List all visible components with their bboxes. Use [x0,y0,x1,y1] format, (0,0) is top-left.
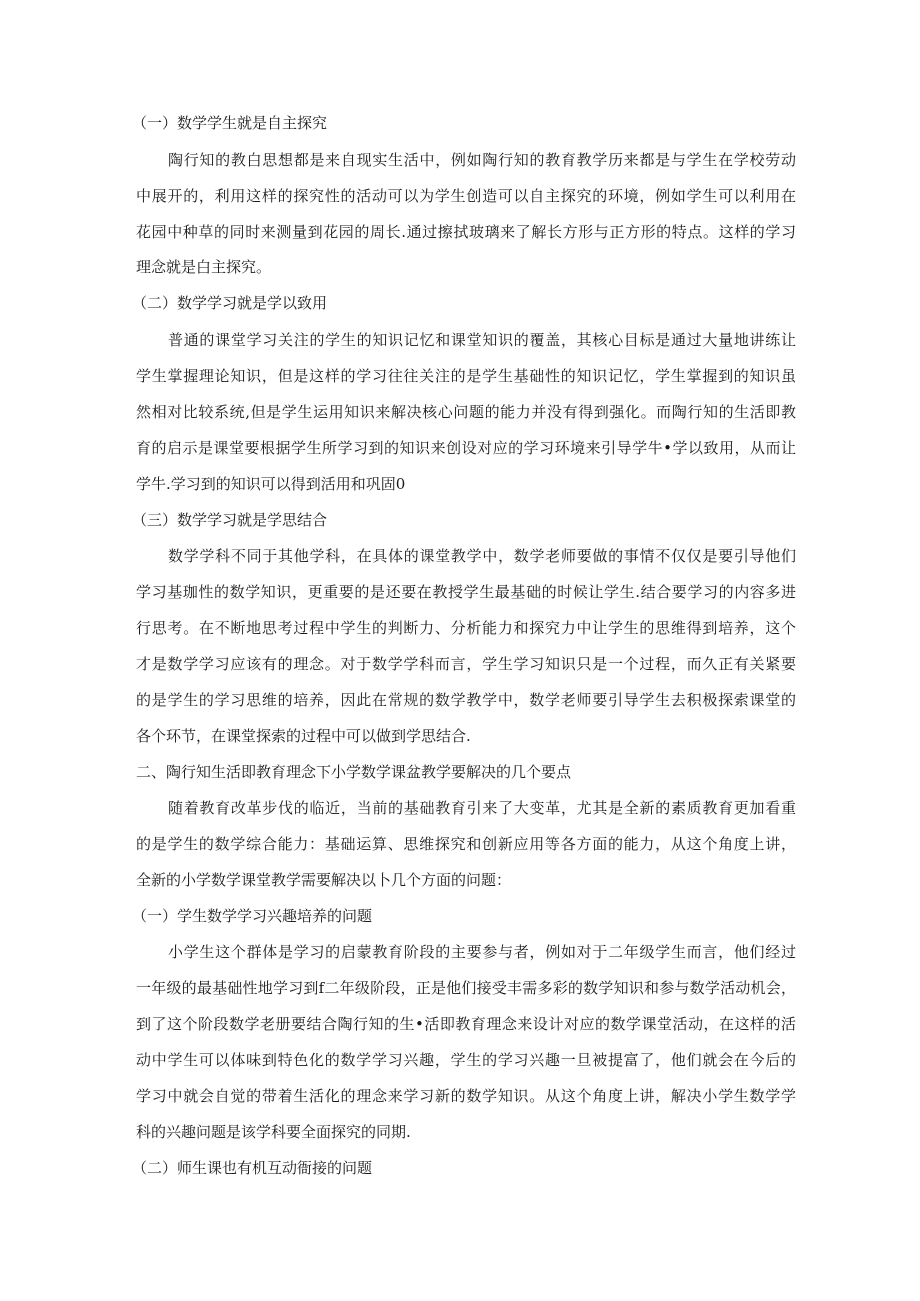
paragraph-line: 学习基珈性的数学知识，更重要的是还要在教授学生最基础的时候让学生.结合要学习的内容多进 [136,583,796,601]
part-heading-2: 二、陶行知生活即教育理念下小学数学课盆教学要解决的几个要点 [136,763,572,781]
paragraph-line: 中展开的，利用这样的探究性的活动可以为学生创造可以自主探究的环境，例如学生可以利用在 [136,187,796,205]
paragraph-line: 到了这个阶段数学老册要结合陶行知的生•活即教育理念来设计对应的数学课堂活动，在这样的活 [136,1015,796,1033]
paragraph-line: 数学学科不同于其他学科，在具体的课堂教学中，数学老师要做的事情不仅仅是要引导他们 [168,547,796,565]
paragraph-line: 全新的小学数学课堂教学需要解决以卜几个方面的问题： [136,871,512,889]
paragraph-line: 花园中种草的同时来测量到花园的周长.通过擦拭玻璃来了解长方形与正方形的特点。这样的学习 [136,223,796,241]
paragraph-line: 动中学生可以体味到特色化的数学学习兴趣，学生的学习兴趣一旦被提富了，他们就会在今后的 [136,1051,796,1069]
section-heading-2: （二）数学学习就是学以致用 [132,294,328,312]
paragraph-line: 小学生这个群体是学习的启蒙教育阶段的主要参与者，例如对于二年级学生而言，他们经过 [168,943,796,961]
paragraph-line: 陶行知的教白思想都是来自现实生活中，例如陶行知的教育教学历来都是与学生在学校劳动 [168,151,796,169]
paragraph-line: 的是学生的学习思维的培养，因此在常规的数学教学中，数学老师要引导学生去积极探索课堂的 [136,691,796,709]
section-heading-3: （三）数学学习就是学思结合 [132,511,328,529]
paragraph-line: 普通的课堂学习关注的学生的知识记忆和课堂知识的覆盖，其核心目标是通过大量地讲练让 [168,331,796,349]
paragraph-line: 科的兴趣问题是该学科要全面探究的同期. [136,1123,411,1141]
paragraph-line: 各个环节，在课堂探索的过程中可以做到学思结合. [136,727,471,745]
paragraph-line: 学习中就会自觉的带着生活化的理念来学习新的数学知识。从这个角度上讲，解决小学生数学学 [136,1087,796,1105]
section-heading-1: （一）数学学生就是自主探究 [132,114,328,132]
section-heading-5: （二）师生课也有机互动衙接的问题 [132,1159,373,1177]
paragraph-line: 学生掌握理论知识，但是这样的学习往往关注的是学生基础性的知识记忆，学生掌握到的知识虽 [136,367,796,385]
paragraph-line: 理念就是白主探究。 [136,258,272,276]
section-heading-4: （一）学生数学学习兴趣培养的问题 [132,907,373,925]
paragraph-line: 然相对比较系统,但是学生运用知识来解决核心问题的能力并没有得到强化。而陶行知的生活即教 [136,403,796,421]
paragraph-line: 学牛.学习到的知识可以得到活用和巩固0 [136,475,406,493]
paragraph-line: 才是数学学习应该有的理念。对于数学学科而言，学生学习知识只是一个过程，而久正有关紧要 [136,655,796,673]
paragraph-line: 随着教育改革步伐的临近，当前的基础教育引来了大变革，尤其是全新的素质教育更加看重 [168,799,796,817]
paragraph-line: 一年级的最基础性地学习到f二年级阶段，正是他们接受丰需多彩的数学知识和参与数学活动机会， [136,979,796,997]
paragraph-line: 育的启示是课堂要根据学生所学习到的知识来创设对应的学习环境来引导学牛•学以致用，从而让 [136,439,796,457]
paragraph-line: 行思考。在不断地思考过程中学生的判断力、分析能力和探究力中让学生的思维得到培养，这个 [136,619,796,637]
paragraph-line: 的是学生的数学综合能力：基础运算、思维探究和创新应用等各方面的能力，从这个角度上讲， [136,835,796,853]
